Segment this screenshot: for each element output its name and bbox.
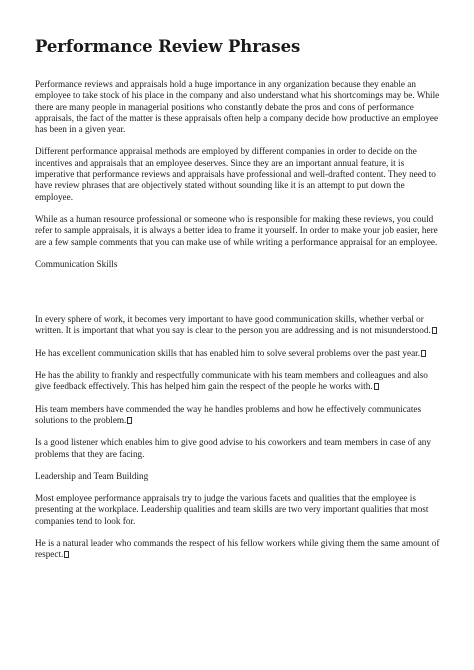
communication-item (35, 348, 440, 359)
section-heading-communication: Communication Skills (35, 258, 118, 269)
communication-item (35, 370, 440, 393)
item-text: He has the ability to frankly and respectfully communicate with his team members and colleagues and also give feedback effectively. This has helped him gain the respect of the people he works with. (35, 370, 428, 392)
communication-item (35, 314, 440, 337)
missing-glyph-icon (432, 327, 437, 334)
missing-glyph-icon (127, 417, 132, 424)
section-heading-leadership: Leadership and Team Building (35, 470, 149, 481)
item-text: He is a natural leader who commands the respect of his fellow workers while giving them the same amount of respect. (35, 538, 440, 560)
item-text: His team members have commended the way he handles problems and how he effectively communicates solutions to the problem. (35, 403, 422, 425)
intro-paragraph: Different performance appraisal methods are employed by different companies in order to decide on the incentives and appraisals that an employee deserves. Since they are an important annual feature, it is imperative that performance reviews and appraisals have professional and well-drafted content. They need to have review phrases that are objectively stated without sounding like it is an attempt to put down the employee. (35, 146, 436, 202)
communication-item (35, 437, 440, 460)
item-text: In every sphere of work, it becomes very important to have good communication skills, whether verbal or written. It is important that what you say is clear to the person you are addressing and is not misunderstood. (35, 314, 431, 336)
item-text: He has excellent communication skills that has enabled him to solve several problems over the past year. (35, 347, 420, 358)
intro-paragraph: Performance reviews and appraisals hold a huge importance in any organization because they enable an employee to take stock of his place in the company and also understand what his shortcomings may be. While there are many people in managerial positions who constantly debate the pros and cons of performance appraisals, the fact of the matter is these appraisals often help a company decide how productive an employee has been in a given year. (35, 79, 440, 135)
item-text: Is a good listener which enables him to give good advise to his coworkers and team members in case of any problems that they are facing. (35, 437, 431, 459)
intro-paragraph: While as a human resource professional or someone who is responsible for making these reviews, you could refer to sample appraisals, it is always a better idea to frame it yourself. In order to make your job easier, here are a few sample comments that you can make use of while writing a performance appraisal for an employee. (35, 213, 438, 247)
document-title: Performance Review Phrases (35, 37, 301, 56)
missing-glyph-icon (64, 551, 69, 558)
missing-glyph-icon (374, 383, 379, 390)
missing-glyph-icon (421, 350, 426, 357)
leadership-item (35, 538, 440, 561)
section-spacer (35, 281, 440, 314)
communication-item (35, 404, 440, 427)
leadership-intro: Most employee performance appraisals try to judge the various facets and qualities that the employee is presenting at the workplace. Leadership qualities and team skills are two very important qualities that most companies tend to look for. (35, 493, 429, 526)
